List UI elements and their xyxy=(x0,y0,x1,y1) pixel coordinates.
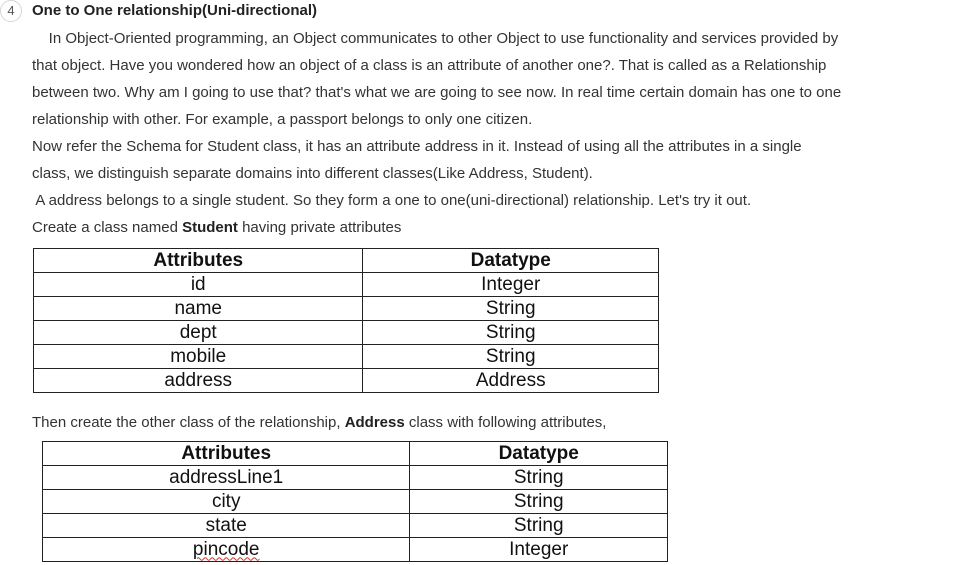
datatype-cell: Integer xyxy=(410,538,668,562)
datatype-cell: String xyxy=(363,297,659,321)
intro-paragraph xyxy=(32,25,912,241)
table-row xyxy=(43,490,668,514)
intro-line: A address belongs to a single student. So they form a one to one(uni-directional) relationship. Let's try it out. xyxy=(32,192,752,209)
attribute-cell: state xyxy=(43,514,410,538)
intro-line: relationship with other. For example, a passport belongs to only one citizen. xyxy=(32,111,533,128)
address-intro-paragraph xyxy=(32,409,912,436)
table-row xyxy=(34,297,659,321)
datatype-cell: String xyxy=(410,514,668,538)
column-header-datatype: Datatype xyxy=(410,442,668,466)
column-header-datatype: Datatype xyxy=(363,249,659,273)
address-class-name: Address xyxy=(344,414,405,431)
address-intro-suffix: class with following attributes, xyxy=(404,414,607,431)
table-row xyxy=(34,273,659,297)
student-class-name: Student xyxy=(182,219,238,236)
table-header-row xyxy=(43,442,668,466)
datatype-cell: Address xyxy=(363,369,659,393)
intro-line: Now refer the Schema for Student class, it has an attribute address in it. Instead of using all the attributes in a single xyxy=(32,138,802,155)
spellcheck-underlined-text: pincode xyxy=(192,538,260,560)
address-attributes-table xyxy=(42,441,668,562)
table-row xyxy=(34,369,659,393)
attribute-cell: name xyxy=(34,297,363,321)
attribute-cell: dept xyxy=(34,321,363,345)
datatype-cell: String xyxy=(410,490,668,514)
table-header-row xyxy=(34,249,659,273)
table-row xyxy=(34,345,659,369)
address-intro-prefix: Then create the other class of the relationship, xyxy=(32,414,345,431)
table-row xyxy=(43,466,668,490)
intro-line: class, we distinguish separate domains into different classes(Like Address, Student). xyxy=(32,165,593,182)
column-header-attributes: Attributes xyxy=(43,442,410,466)
question-title: One to One relationship(Uni-directional) xyxy=(32,2,318,19)
attribute-cell: mobile xyxy=(34,345,363,369)
attribute-cell xyxy=(43,538,410,562)
datatype-cell: Integer xyxy=(363,273,659,297)
student-intro-line xyxy=(32,214,912,241)
datatype-cell: String xyxy=(410,466,668,490)
attribute-cell: city xyxy=(43,490,410,514)
attribute-cell: address xyxy=(34,369,363,393)
column-header-attributes: Attributes xyxy=(34,249,363,273)
attribute-cell: addressLine1 xyxy=(43,466,410,490)
table-row xyxy=(43,514,668,538)
datatype-cell: String xyxy=(363,345,659,369)
student-intro-suffix: having private attributes xyxy=(237,219,402,236)
intro-line: that object. Have you wondered how an object of a class is an attribute of another one?. That is called as a Relationship xyxy=(32,57,827,74)
attribute-cell: id xyxy=(34,273,363,297)
intro-line: between two. Why am I going to use that? that's what we are going to see now. In real time certain domain has one to one xyxy=(32,84,842,101)
table-row xyxy=(43,538,668,562)
intro-line: In Object-Oriented programming, an Object communicates to other Object to use functionality and services provided by xyxy=(32,30,839,47)
student-attributes-table xyxy=(33,248,659,393)
student-intro-prefix: Create a class named xyxy=(32,219,183,236)
question-number-badge: 4 xyxy=(0,0,22,22)
table-row xyxy=(34,321,659,345)
datatype-cell: String xyxy=(363,321,659,345)
address-intro-line xyxy=(32,409,912,436)
